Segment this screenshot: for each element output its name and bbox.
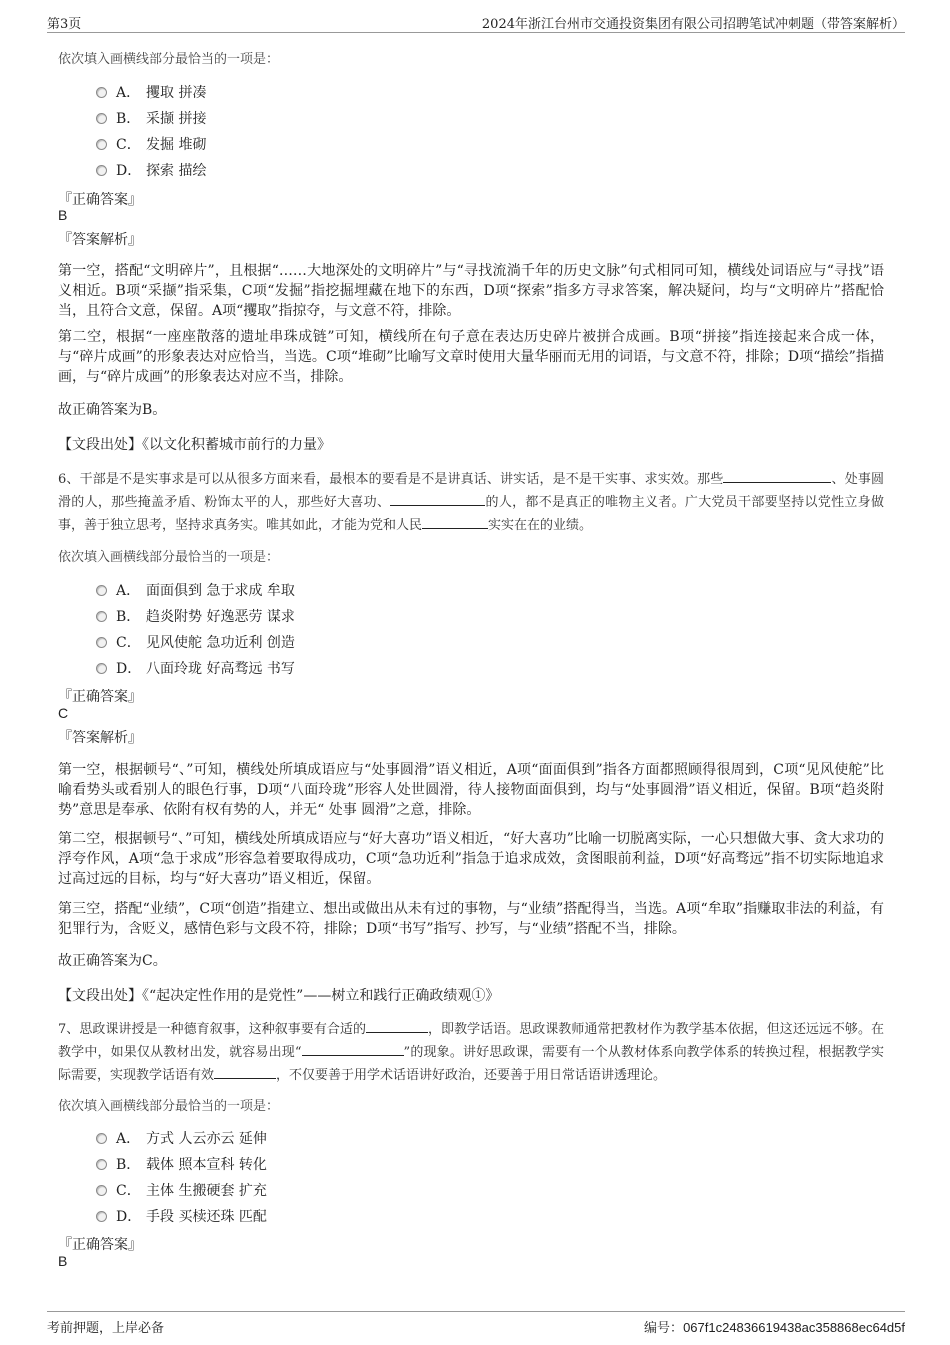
q6-option-a[interactable]: A． 面面俱到 急于求成 牟取 [96, 580, 295, 600]
radio-icon[interactable] [96, 1185, 107, 1196]
q6-answer: C [58, 705, 69, 721]
answer-blank [422, 514, 488, 529]
q7-option-c[interactable]: C． 主体 生搬硬套 扩充 [96, 1180, 267, 1200]
q6-option-c[interactable]: C． 见风使舵 急功近利 创造 [96, 632, 295, 652]
q6-source: 【文段出处】《“起决定性作用的是党性”——树立和践行正确政绩观①》 [58, 988, 500, 1004]
footer-slogan: 考前押题，上岸必备 [47, 1321, 165, 1336]
radio-icon[interactable] [96, 1211, 107, 1222]
radio-icon[interactable] [96, 165, 107, 176]
answer-blank [366, 1018, 428, 1033]
radio-icon[interactable] [96, 113, 107, 124]
q7-answer: B [58, 1253, 68, 1269]
q7-answer-label: 『正确答案』 [58, 1237, 142, 1253]
q5-answer: B [58, 207, 68, 223]
q7-stem: 7、思政课讲授是一种德育叙事，这种叙事要有合适的 ，即教学话语。思政课教师通常把教材作为教学基本依据，但这还远远不够。在教学中，如果仅从教材出发，就容易出现“ ”的现象。讲好思政课，需要有一个从教材体系向教学体系的转换过程，根据教学实际需要，实现教学话语有效 ，不仅要善于用学术话语讲好政治，还要善于用日常话语讲透理论。 [58, 1018, 884, 1087]
page-number: 第3页 [47, 17, 82, 32]
q5-option-c[interactable]: C． 发掘 堆砌 [96, 134, 206, 154]
answer-blank [302, 1041, 404, 1056]
q5-analysis-label: 『答案解析』 [58, 232, 142, 248]
q6-analysis-3: 第三空，搭配“业绩”，C项“创造”指建立、想出或做出从未有过的事物，与“业绩”搭配得当，当选。A项“牟取”指赚取非法的利益，有犯罪行为，含贬义，感情色彩与文段不符，排除；D项“书写”指写、抄写，与“业绩”搭配不当，排除。 [58, 901, 884, 937]
radio-icon[interactable] [96, 87, 107, 98]
document-code: 编号：067f1c24836619438ac358868ec64d5f [644, 1320, 905, 1336]
question-number: 7、 [58, 1022, 80, 1037]
q6-analysis-2: 第二空，根据顿号“、”可知，横线处所填成语应与“好大喜功”语义相近，“好大喜功”比喻一切脱离实际，一心只想做大事、贪大求功的浮夸作风，A项“急于求成”形容急着要取得成功，C项“急功近利”指急于追求成效，贪图眼前利益，D项“好高骛远”指不切实际地追求过高过远的目标，均与“好大喜功”语义相近，保留。 [58, 831, 884, 887]
question-number: 6、 [58, 472, 80, 487]
q6-conclusion: 故正确答案为C。 [58, 953, 167, 969]
q6-option-d[interactable]: D． 八面玲珑 好高骛远 书写 [96, 658, 295, 678]
q6-analysis-1: 第一空，根据顿号“、”可知，横线处所填成语应与“处事圆滑”语义相近，A项“面面俱到”指各方面都照顾得很周到，C项“见风使舵”比喻看势头或看别人的眼色行事，D项“八面玲珑”形容人处世圆滑，待人接物面面俱到，均与“处事圆滑”语义相近，保留。B项“趋炎附势”意思是奉承、依附有权有势的人，并无“ 处事 圆滑”之意，排除。 [58, 762, 884, 818]
q7-option-b[interactable]: B． 载体 照本宣科 转化 [96, 1154, 267, 1174]
q7-option-d[interactable]: D． 手段 买椟还珠 匹配 [96, 1206, 267, 1226]
q5-source: 【文段出处】《以文化积蓄城市前行的力量》 [58, 437, 331, 453]
q5-prompt: 依次填入画横线部分最恰当的一项是： [58, 52, 280, 67]
q5-option-b[interactable]: B． 采撷 拼接 [96, 108, 206, 128]
q5-option-d[interactable]: D． 探索 描绘 [96, 160, 206, 180]
radio-icon[interactable] [96, 637, 107, 648]
answer-blank [390, 491, 485, 506]
page-footer [47, 1311, 905, 1338]
q6-prompt: 依次填入画横线部分最恰当的一项是： [58, 550, 280, 565]
q5-conclusion: 故正确答案为B。 [58, 402, 167, 418]
answer-blank [723, 468, 831, 483]
q7-prompt: 依次填入画横线部分最恰当的一项是： [58, 1099, 280, 1114]
q5-analysis-2: 第二空，根据“一座座散落的遗址串珠成链”可知，横线所在句子意在表达历史碎片被拼合成画。B项“拼接”指连接起来合成一体，与“碎片成画”的形象表达对应恰当，当选。C项“堆砌”比喻写文章时使用大量华丽而无用的词语，与文意不符，排除；D项“描绘”指描画，与“碎片成画”的形象表达对应不当，排除。 [58, 329, 884, 385]
q6-answer-label: 『正确答案』 [58, 689, 142, 705]
radio-icon[interactable] [96, 611, 107, 622]
q5-option-a[interactable]: A． 攫取 拼凑 [96, 82, 206, 102]
radio-icon[interactable] [96, 139, 107, 150]
radio-icon[interactable] [96, 585, 107, 596]
q7-option-a[interactable]: A． 方式 人云亦云 延伸 [96, 1128, 267, 1148]
document-title: 2024年浙江台州市交通投资集团有限公司招聘笔试冲刺题（带答案解析） [481, 17, 905, 32]
q6-analysis-label: 『答案解析』 [58, 730, 142, 746]
q6-stem: 6、干部是不是实事求是可以从很多方面来看，最根本的要看是不是讲真话、讲实话，是不是干实事、求实效。那些 、处事圆滑的人，那些掩盖矛盾、粉饰太平的人，那些好大喜功、 的人，都不是真正的唯物主义者。广大党员干部要坚持以党性立身做事，善于独立思考，坚持求真务实。唯其如此，才能为党和人民 实实在在的业绩。 [58, 468, 884, 537]
radio-icon[interactable] [96, 1159, 107, 1170]
q5-answer-label: 『正确答案』 [58, 192, 142, 208]
page-header [47, 10, 905, 33]
q6-option-b[interactable]: B． 趋炎附势 好逸恶劳 谋求 [96, 606, 295, 626]
radio-icon[interactable] [96, 1133, 107, 1144]
answer-blank [214, 1064, 276, 1079]
radio-icon[interactable] [96, 663, 107, 674]
q5-analysis-1: 第一空，搭配“文明碎片”，且根据“……大地深处的文明碎片”与“寻找流淌千年的历史文脉”句式相同可知，横线处词语应与“寻找”语义相近。B项“采撷”指采集，C项“发掘”指挖掘埋藏在地下的东西，D项“探索”指多方寻求答案，解决疑问，均与“文明碎片”搭配恰当，且符合文意，保留。A项“攫取”指掠夺，与文意不符，排除。 [58, 263, 884, 319]
